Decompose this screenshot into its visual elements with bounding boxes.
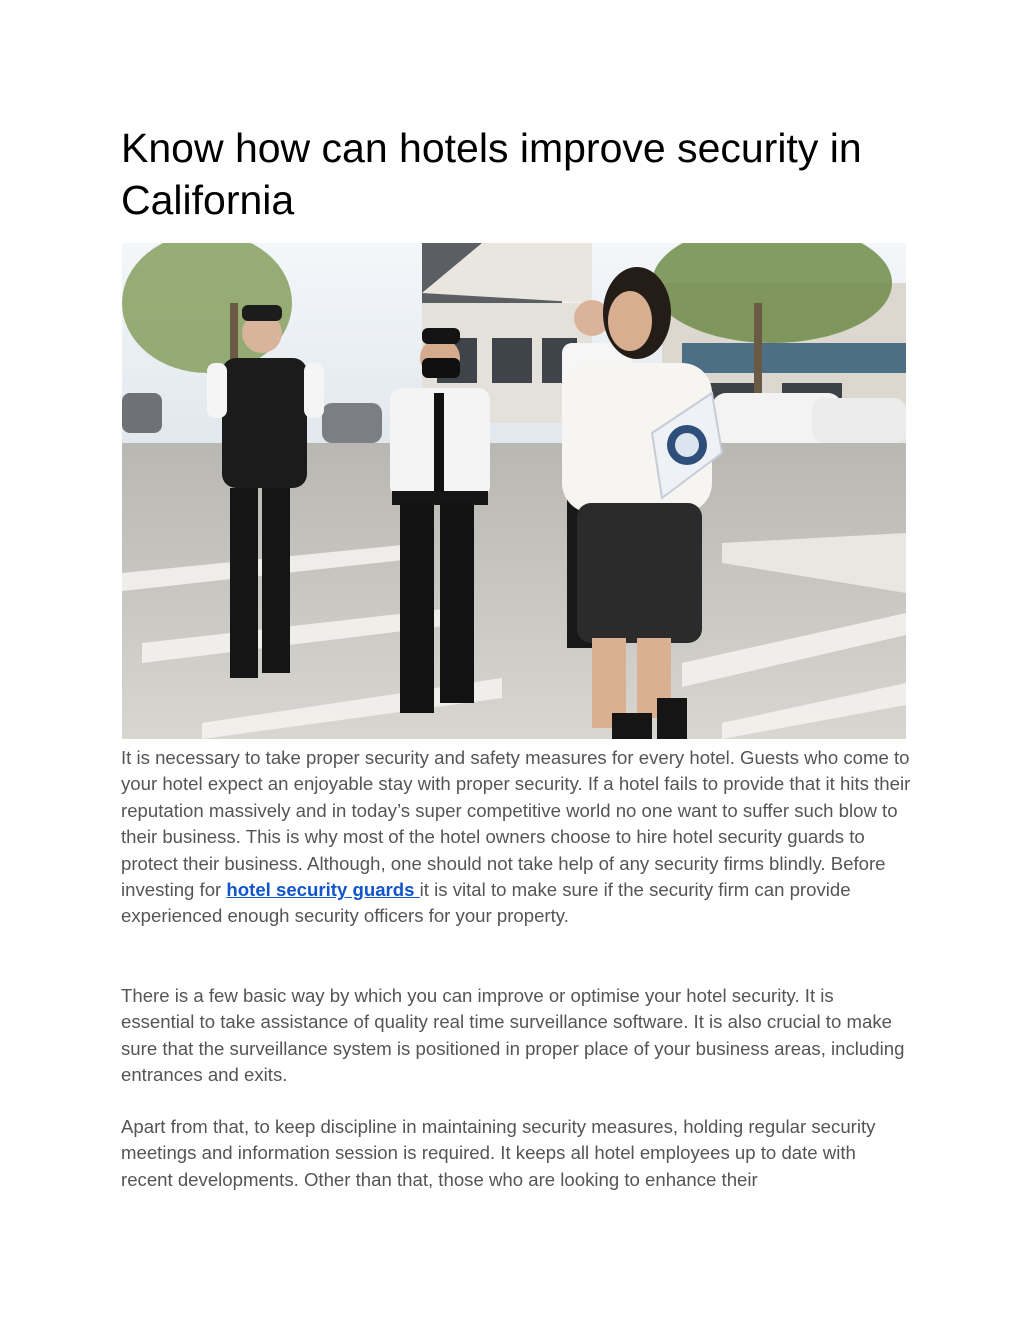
intro-paragraph [121,745,911,930]
meetings-paragraph: Apart from that, to keep discipline in maintaining security measures, holding regular security meetings and information session is required. It keeps all hotel employees up to date with recent developments. Other than that, those who are looking to enhance their [121,1116,876,1190]
intro-text-after: it is vital to make sure if the security firm can provide experienced enough security officers for your property. [121,879,851,927]
surveillance-paragraph: There is a few basic way by which you can improve or optimise your hotel security. It is essential to take assistance of quality real time surveillance software. It is also crucial to make sure that the surveillance system is positioned in proper place of your business areas, including entrances and exits. [121,985,905,1086]
security-guards-photo [122,243,906,739]
page-title: Know how can hotels improve security in California [121,125,862,223]
hotel-security-guards-link[interactable]: hotel security guards [226,879,420,901]
intro-text-before: It is necessary to take proper security and safety measures for every hotel. Guests who come to your hotel expect an enjoyable stay with proper security. If a hotel fails to provide that it hits their reputation massively and in today’s super competitive world no one want to suffer such blow to their business. This is why most of the hotel owners choose to hire hotel security guards to protect their business. Although, one should not take help of any security firms blindly. Before investing for [121,747,911,901]
